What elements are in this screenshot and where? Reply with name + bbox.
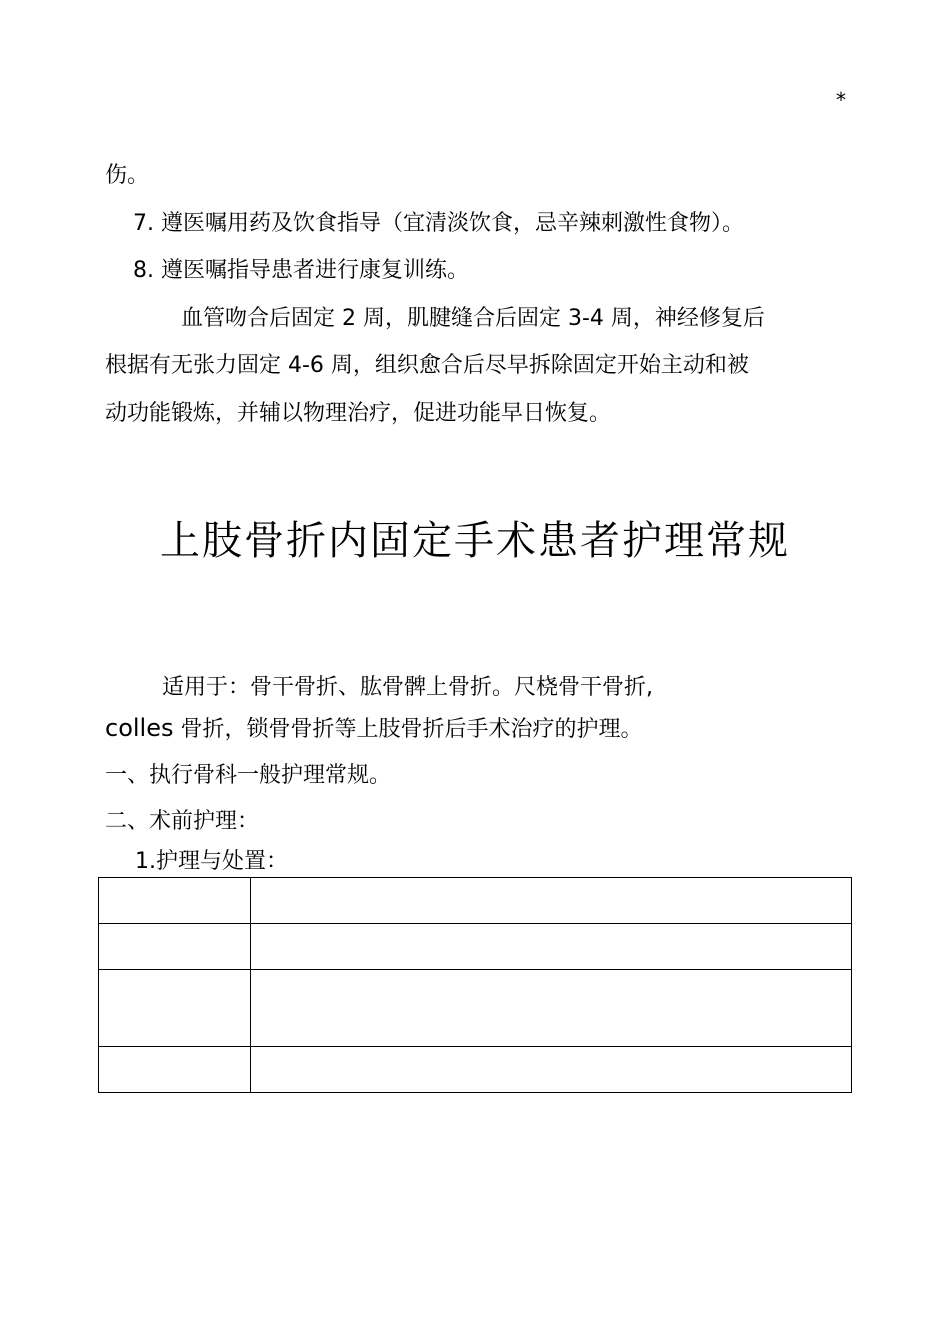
list-item-7: 7. 遵医嘱用药及饮食指导（宜清淡饮食，忌辛辣刺激性食物）。: [133, 211, 744, 236]
table-cell: [99, 1047, 251, 1093]
table-row: [99, 878, 852, 924]
sub-point-1: 1.护理与处置：: [135, 849, 288, 874]
table-cell: [251, 878, 852, 924]
scope-line-2-rest: 骨折，锁骨骨折等上肢骨折后手术治疗的护理。: [173, 717, 643, 742]
scope-line-2: [105, 714, 865, 744]
table-row: [99, 924, 852, 970]
table-cell: [251, 1047, 852, 1093]
scope-line-1: 适用于：骨干骨折、肱骨髀上骨折。尺桡骨干骨折,: [162, 675, 653, 700]
list-item-8: 8. 遵医嘱指导患者进行康复训练。: [133, 258, 469, 283]
page-mark: *: [836, 88, 846, 112]
text-line-continuation: 伤。: [105, 163, 150, 188]
scope-line-2-latin: colles: [105, 714, 174, 742]
nursing-table: [98, 877, 852, 1093]
table-row: [99, 970, 852, 1047]
rehab-paragraph-line-3: 动功能锻炼，并辅以物理治疗，促进功能早日恢复。: [105, 401, 612, 426]
table-cell: [251, 970, 852, 1047]
rehab-paragraph-line-2: 根据有无张力固定 4-6 周，组织愈合后尽早拆除固定开始主动和被: [105, 353, 749, 378]
point-1: 一、执行骨科一般护理常规。: [105, 763, 392, 788]
table-cell: [99, 924, 251, 970]
section-title: 上肢骨折内固定手术患者护理常规: [160, 518, 790, 564]
table-row: [99, 1047, 852, 1093]
table-cell: [99, 878, 251, 924]
table-cell: [251, 924, 852, 970]
point-2: 二、术前护理：: [105, 809, 260, 834]
rehab-paragraph-line-1: 血管吻合后固定 2 周，肌腱缝合后固定 3-4 周，神经修复后: [181, 306, 765, 331]
table-cell: [99, 970, 251, 1047]
